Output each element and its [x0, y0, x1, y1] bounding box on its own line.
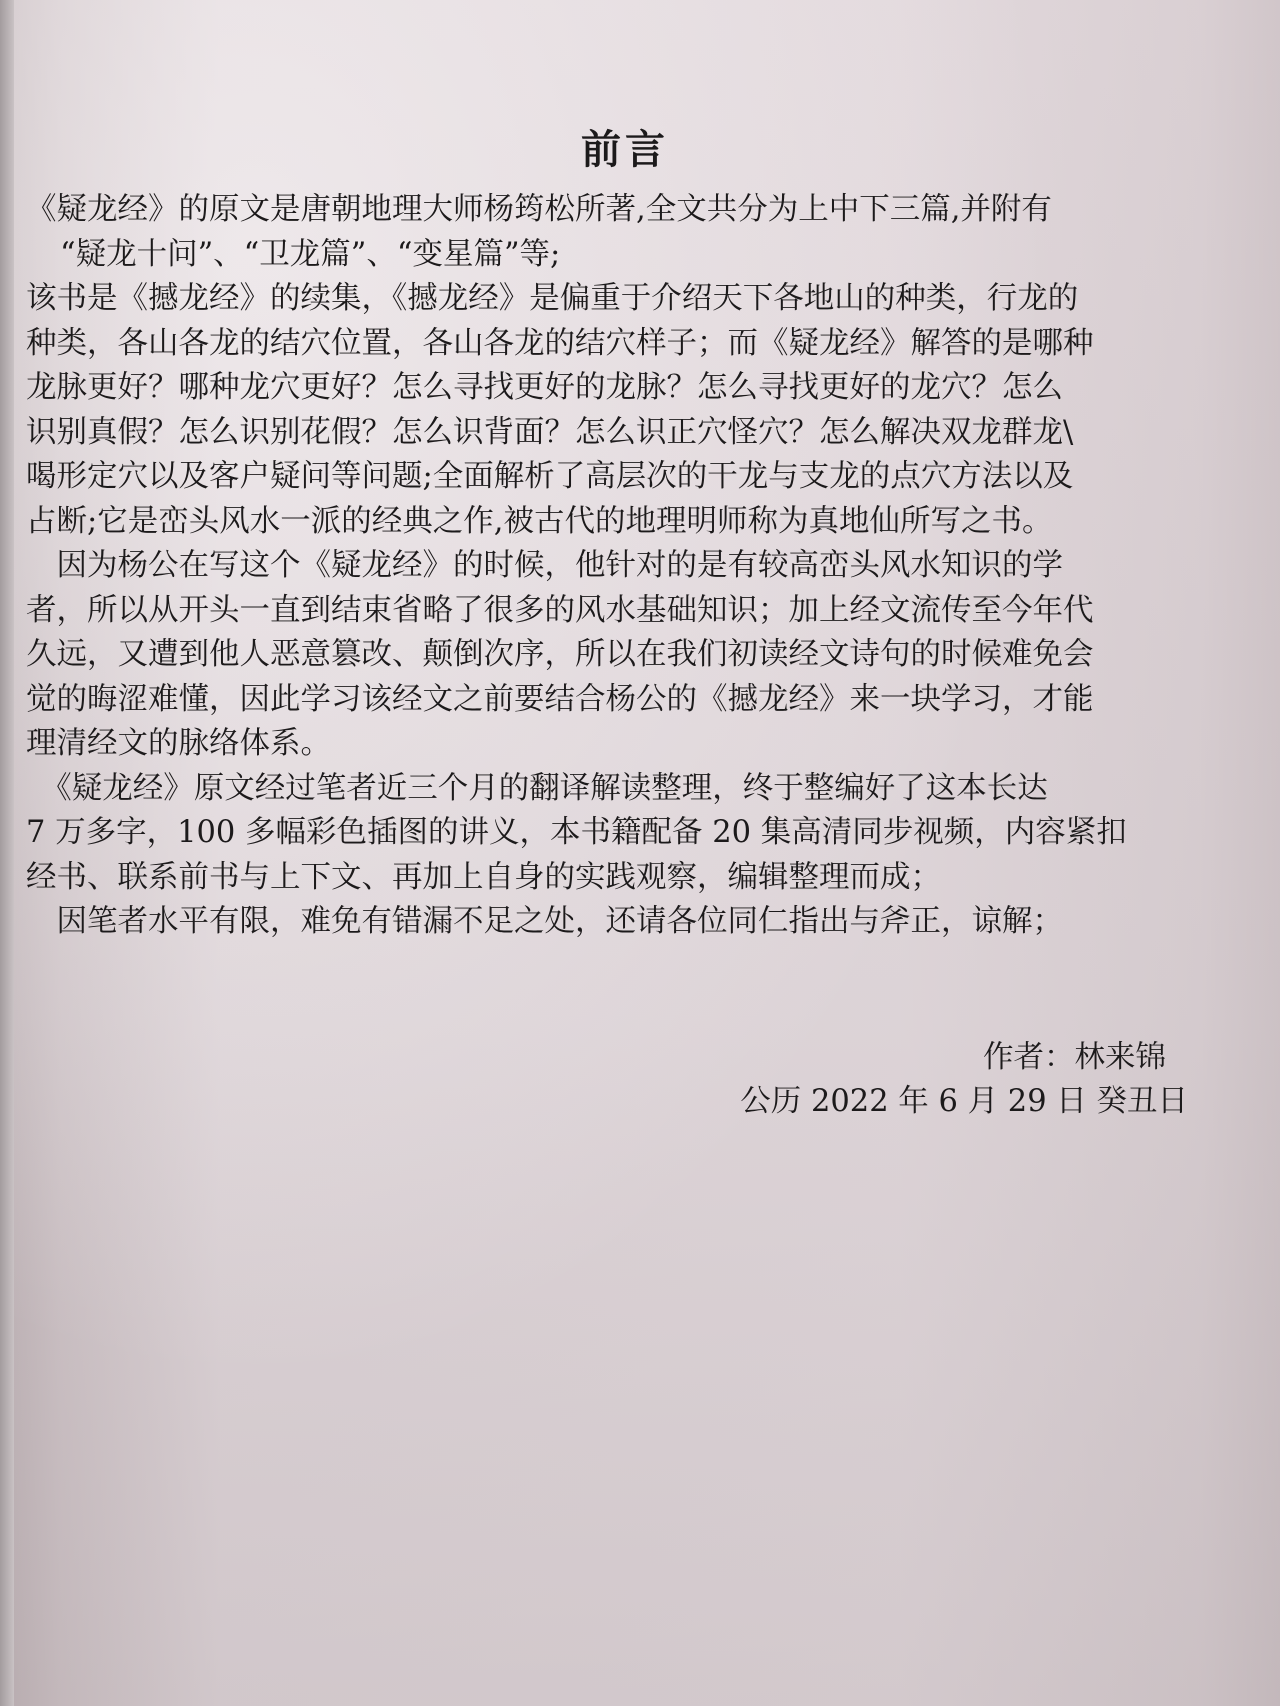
text-line: 觉的晦涩难懂，因此学习该经文之前要结合杨公的《撼龙经》来一块学习，才能	[26, 681, 1094, 717]
page-title: 前言	[581, 126, 669, 173]
text-line: “疑龙十问”、“卫龙篇”、“变星篇”等;	[60, 236, 561, 272]
text-line: 因笔者水平有限，难免有错漏不足之处，还请各位同仁指出与斧正，谅解；	[26, 904, 1063, 939]
binding-edge	[0, 0, 14, 1706]
author-line: 作者：林来锦	[983, 1040, 1166, 1075]
text-line: 久远，又遭到他人恶意篡改、颠倒次序，所以在我们初读经文诗句的时候难免会	[26, 637, 1094, 672]
text-line: 该书是《撼龙经》的续集，《撼龙经》是偏重于介绍天下各地山的种类，行龙的	[26, 281, 1079, 316]
text-line: 识别真假？怎么识别花假？怎么识背面？怎么识正穴怪穴？怎么解决双龙群龙\	[26, 414, 1074, 450]
text-line: 占断;它是峦头风水一派的经典之作,被古代的地理明师称为真地仙所写之书。	[26, 503, 1053, 539]
date-line: 公历 2022 年 6 月 29 日 癸丑日	[740, 1084, 1188, 1119]
text-line: 7 万多字，100 多幅彩色插图的讲义，本书籍配备 20 集高清同步视频，内容紧扣	[26, 815, 1127, 850]
text-line: 《疑龙经》原文经过笔者近三个月的翻译解读整理，终于整编好了这本长达	[26, 770, 1048, 806]
text-line: 龙脉更好？哪种龙穴更好？怎么寻找更好的龙脉？怎么寻找更好的龙穴？怎么	[26, 370, 1063, 405]
text-line: 《疑龙经》的原文是唐朝地理大师杨筠松所著,全文共分为上中下三篇,并附有	[26, 192, 1052, 227]
text-line: 因为杨公在写这个《疑龙经》的时候，他针对的是有较高峦头风水知识的学	[26, 548, 1063, 583]
text-line: 理清经文的脉络体系。	[26, 726, 331, 761]
text-line: 经书、联系前书与上下文、再加上自身的实践观察，编辑整理而成；	[26, 859, 941, 895]
signature-block	[740, 1036, 1188, 1124]
text-line: 种类，各山各龙的结穴位置，各山各龙的结穴样子；而《疑龙经》解答的是哪种	[26, 325, 1094, 361]
text-line: 喝形定穴以及客户疑问等问题;全面解析了高层次的干龙与支龙的点穴方法以及	[26, 459, 1074, 494]
preface-body	[26, 188, 1226, 945]
text-line: 者，所以从开头一直到结束省略了很多的风水基础知识；加上经文流传至今年代	[26, 592, 1094, 628]
